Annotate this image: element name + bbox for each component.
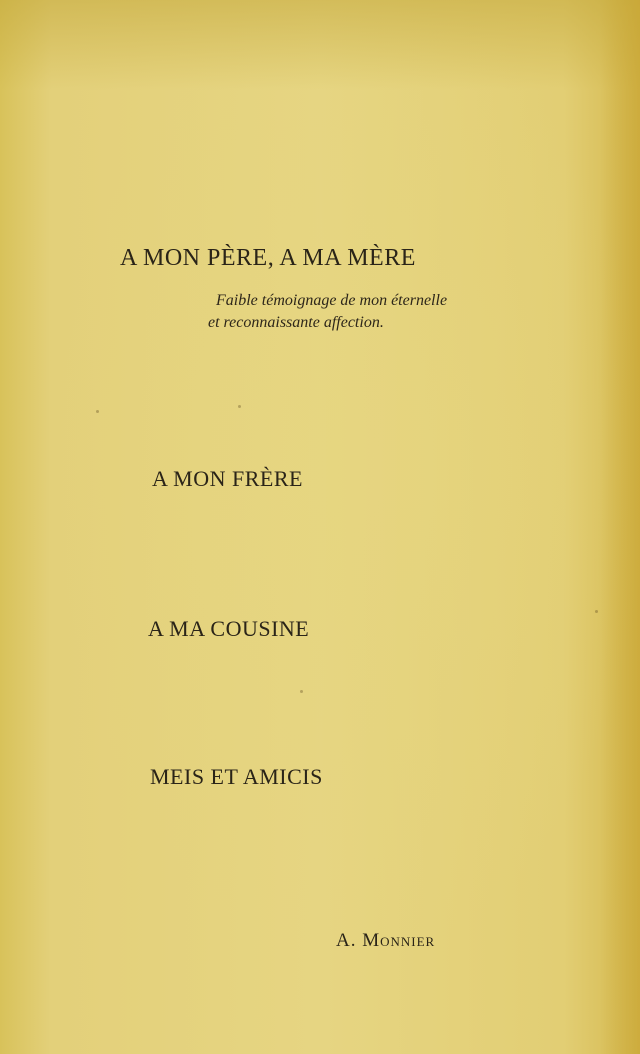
dedication-brother: A MON FRÈRE [152,466,303,491]
paper-speck [96,410,99,413]
page-shading-top [0,0,640,90]
paper-speck [238,405,241,408]
paper-speck [595,610,598,613]
dedication-cousin: A MA COUSINE [148,616,310,641]
dedication-parents: A MON PÈRE, A MA MÈRE [120,245,416,271]
author-signature: A. Monnier [336,930,436,951]
paper-speck [300,690,303,693]
dedication-tribute [208,290,448,334]
tribute-line-1: Faible témoignage de mon éternelle [216,292,448,309]
tribute-line-2: et reconnaissante affection. [208,314,384,331]
page-shading-right [600,0,640,1054]
dedication-friends: MEIS ET AMICIS [150,764,323,789]
